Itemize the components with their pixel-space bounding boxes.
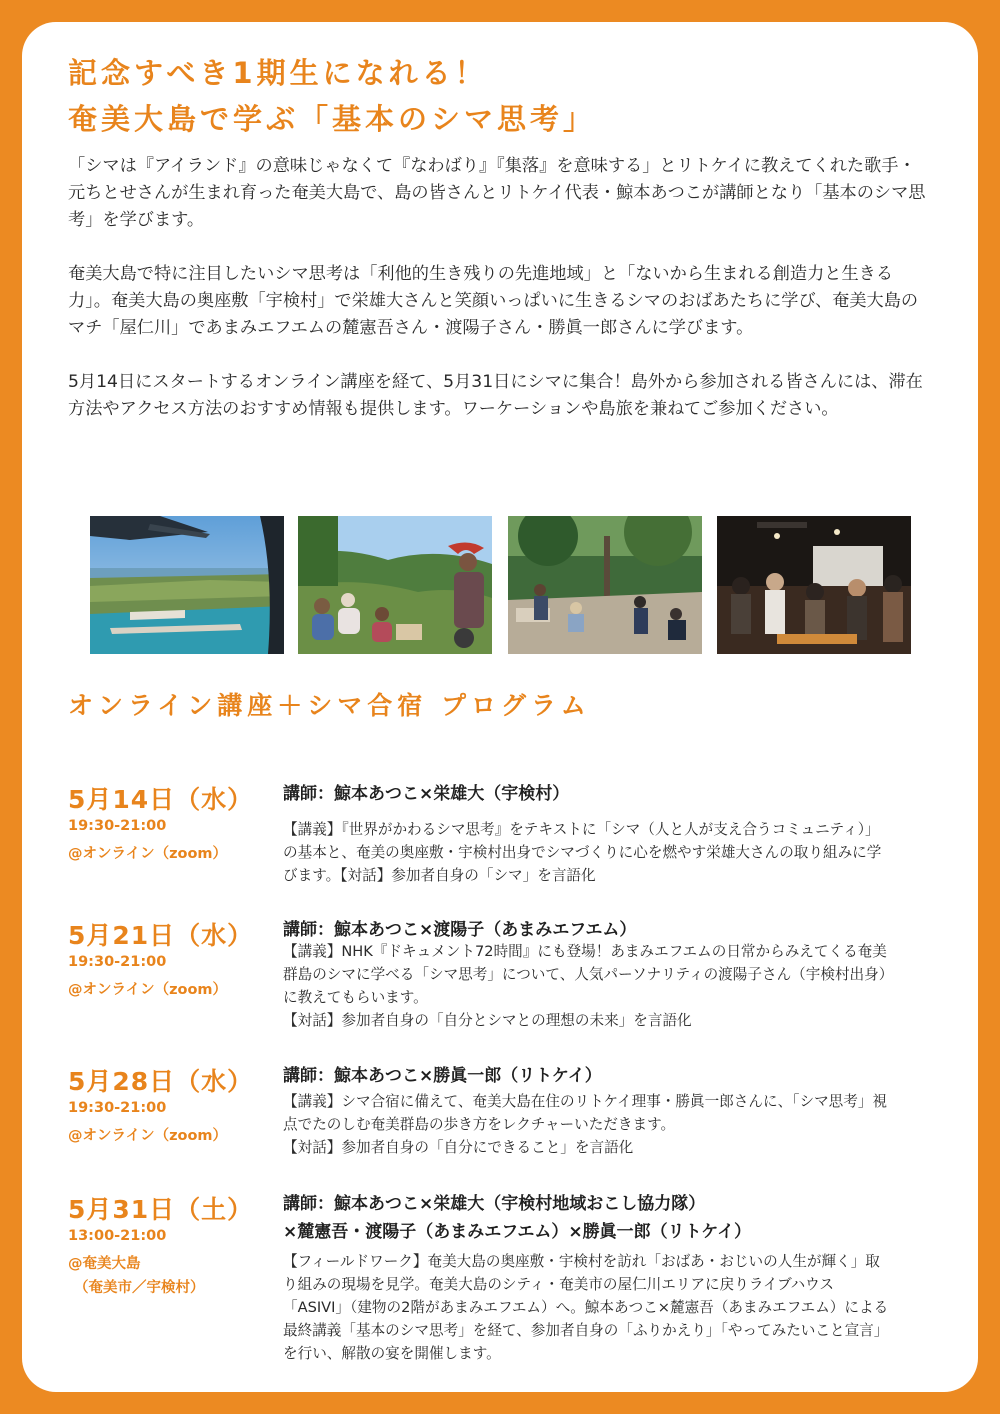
intro-text [68,153,928,450]
session-lecturer-line: 講師：鯨本あつこ×栄雄大（宇検村） [283,784,570,804]
session-place-line: @オンライン（zoom） [68,982,228,998]
session-lecturer [283,780,923,808]
session-time: 13:00-21:00 [68,1228,167,1244]
session-lecturer-line: ×麓憲吾・渡陽子（あまみエフエム）×勝眞一郎（リトケイ） [283,1222,752,1242]
session-description-paragraph: 【対話】参加者自身の「自分とシマとの理想の未来」を言語化 [283,1012,692,1029]
session-place-line: @オンライン（zoom） [68,1128,228,1144]
session-description-paragraph: 【講義】『世界がかわるシマ思考』をテキストに「シマ（人と人が支え合うコミュニティ）」の基本と、奄美の奥座敷・宇検村出身でシマづくりに心を燃やす栄雄大さんの取り組みに学びます。【対話】参加者自身の「シマ」を言語化 [283,821,882,884]
session-description [283,818,893,887]
session-description-paragraph: 【講義】シマ合宿に備えて、奄美大島在住のリトケイ理事・勝眞一郎さんに、「シマ思考」視点でたのしむ奄美群島の歩き方をレクチャーいただきます。 [283,1093,888,1133]
program-title: オンライン講座＋シマ合宿 プログラム [68,691,591,720]
aerial-island-photo [90,516,284,654]
session-date: 5月31日（土） [68,1195,254,1224]
forest-gathering-photo [508,516,702,654]
headline [68,50,928,142]
intro-paragraph: 5月14日にスタートするオンライン講座を経て、5月31日にシマに集合！島外から参加される皆さんには、滞在方法やアクセス方法のおすすめ情報も提供します。ワーケーションや島旅を兼ねてご参加ください。 [68,372,923,419]
session-description-paragraph: 【フィールドワーク】奄美大島の奥座敷・宇検村を訪れ「おばあ・おじいの人生が輝く」取り組みの現場を見学。奄美大島のシティ・奄美市の屋仁川エリアに戻りライブハウス「ASIVI」（建物の2階があまみエフエム）へ。鯨本あつこ×麓憲吾（あまみエフエム）による最終講義「基本のシマ思考」を経て、参加者自身の「ふりかえり」「やってみたいこと宣言」を行い、解散の宴を開催します。 [283,1253,889,1362]
session-place [68,1124,227,1148]
session-place-line: @オンライン（zoom） [68,846,228,862]
session-description [283,1250,893,1365]
session-lecturer [283,1190,923,1246]
session-place-line: @奄美大島 [68,1256,141,1272]
headline-line-1: 記念すべき1期生になれる！ [68,56,488,90]
session-place-line: （奄美市／宇検村） [74,1280,205,1296]
session-lecturer-line: 講師：鯨本あつこ×渡陽子（あまみエフエム） [283,920,637,940]
session-date: 5月28日（水） [68,1067,254,1096]
session-description [283,1090,893,1159]
session-place [68,842,227,866]
session-time: 19:30-21:00 [68,1100,167,1116]
session-description [283,940,893,1032]
session-date: 5月21日（水） [68,921,254,950]
headline-line-2: 奄美大島で学ぶ「基本のシマ思考」 [68,102,597,136]
village-elders-photo [298,516,492,654]
session-place [68,1252,205,1300]
session-lecturer [283,1062,923,1090]
session-place [68,978,227,1002]
session-time: 19:30-21:00 [68,954,167,970]
session-time: 19:30-21:00 [68,818,167,834]
session-lecturer-line: 講師：鯨本あつこ×栄雄大（宇検村地域おこし協力隊） [283,1194,706,1214]
live-house-photo [717,516,911,654]
intro-paragraph: 「シマは『アイランド』の意味じゃなくて『なわばり』『集落』を意味する」とリトケイに教えてくれた歌手・元ちとせさんが生まれ育った奄美大島で、島の皆さんとリトケイ代表・鯨本あつこが講師となり「基本のシマ思考」を学びます。 [68,156,926,230]
session-date: 5月14日（水） [68,785,254,814]
session-lecturer-line: 講師：鯨本あつこ×勝眞一郎（リトケイ） [283,1066,602,1086]
session-description-paragraph: 【対話】参加者自身の「自分にできること」を言語化 [283,1139,634,1156]
session-description-paragraph: 【講義】NHK『ドキュメント72時間』にも登場！あまみエフエムの日常からみえてくる奄美群島のシマに学べる「シマ思考」について、人気パーソナリティの渡陽子さん（宇検村出身）に教えてもらいます。 [283,943,887,1006]
intro-paragraph: 奄美大島で特に注目したいシマ思考は「利他的生き残りの先進地域」と「ないから生まれる創造力と生きる力」。奄美大島の奥座敷「宇検村」で栄雄大さんと笑顔いっぱいに生きるシマのおばあたちに学び、奄美大島のマチ「屋仁川」であまみエフエムの麓憲吾さん・渡陽子さん・勝眞一郎さんに学びます。 [68,264,919,338]
